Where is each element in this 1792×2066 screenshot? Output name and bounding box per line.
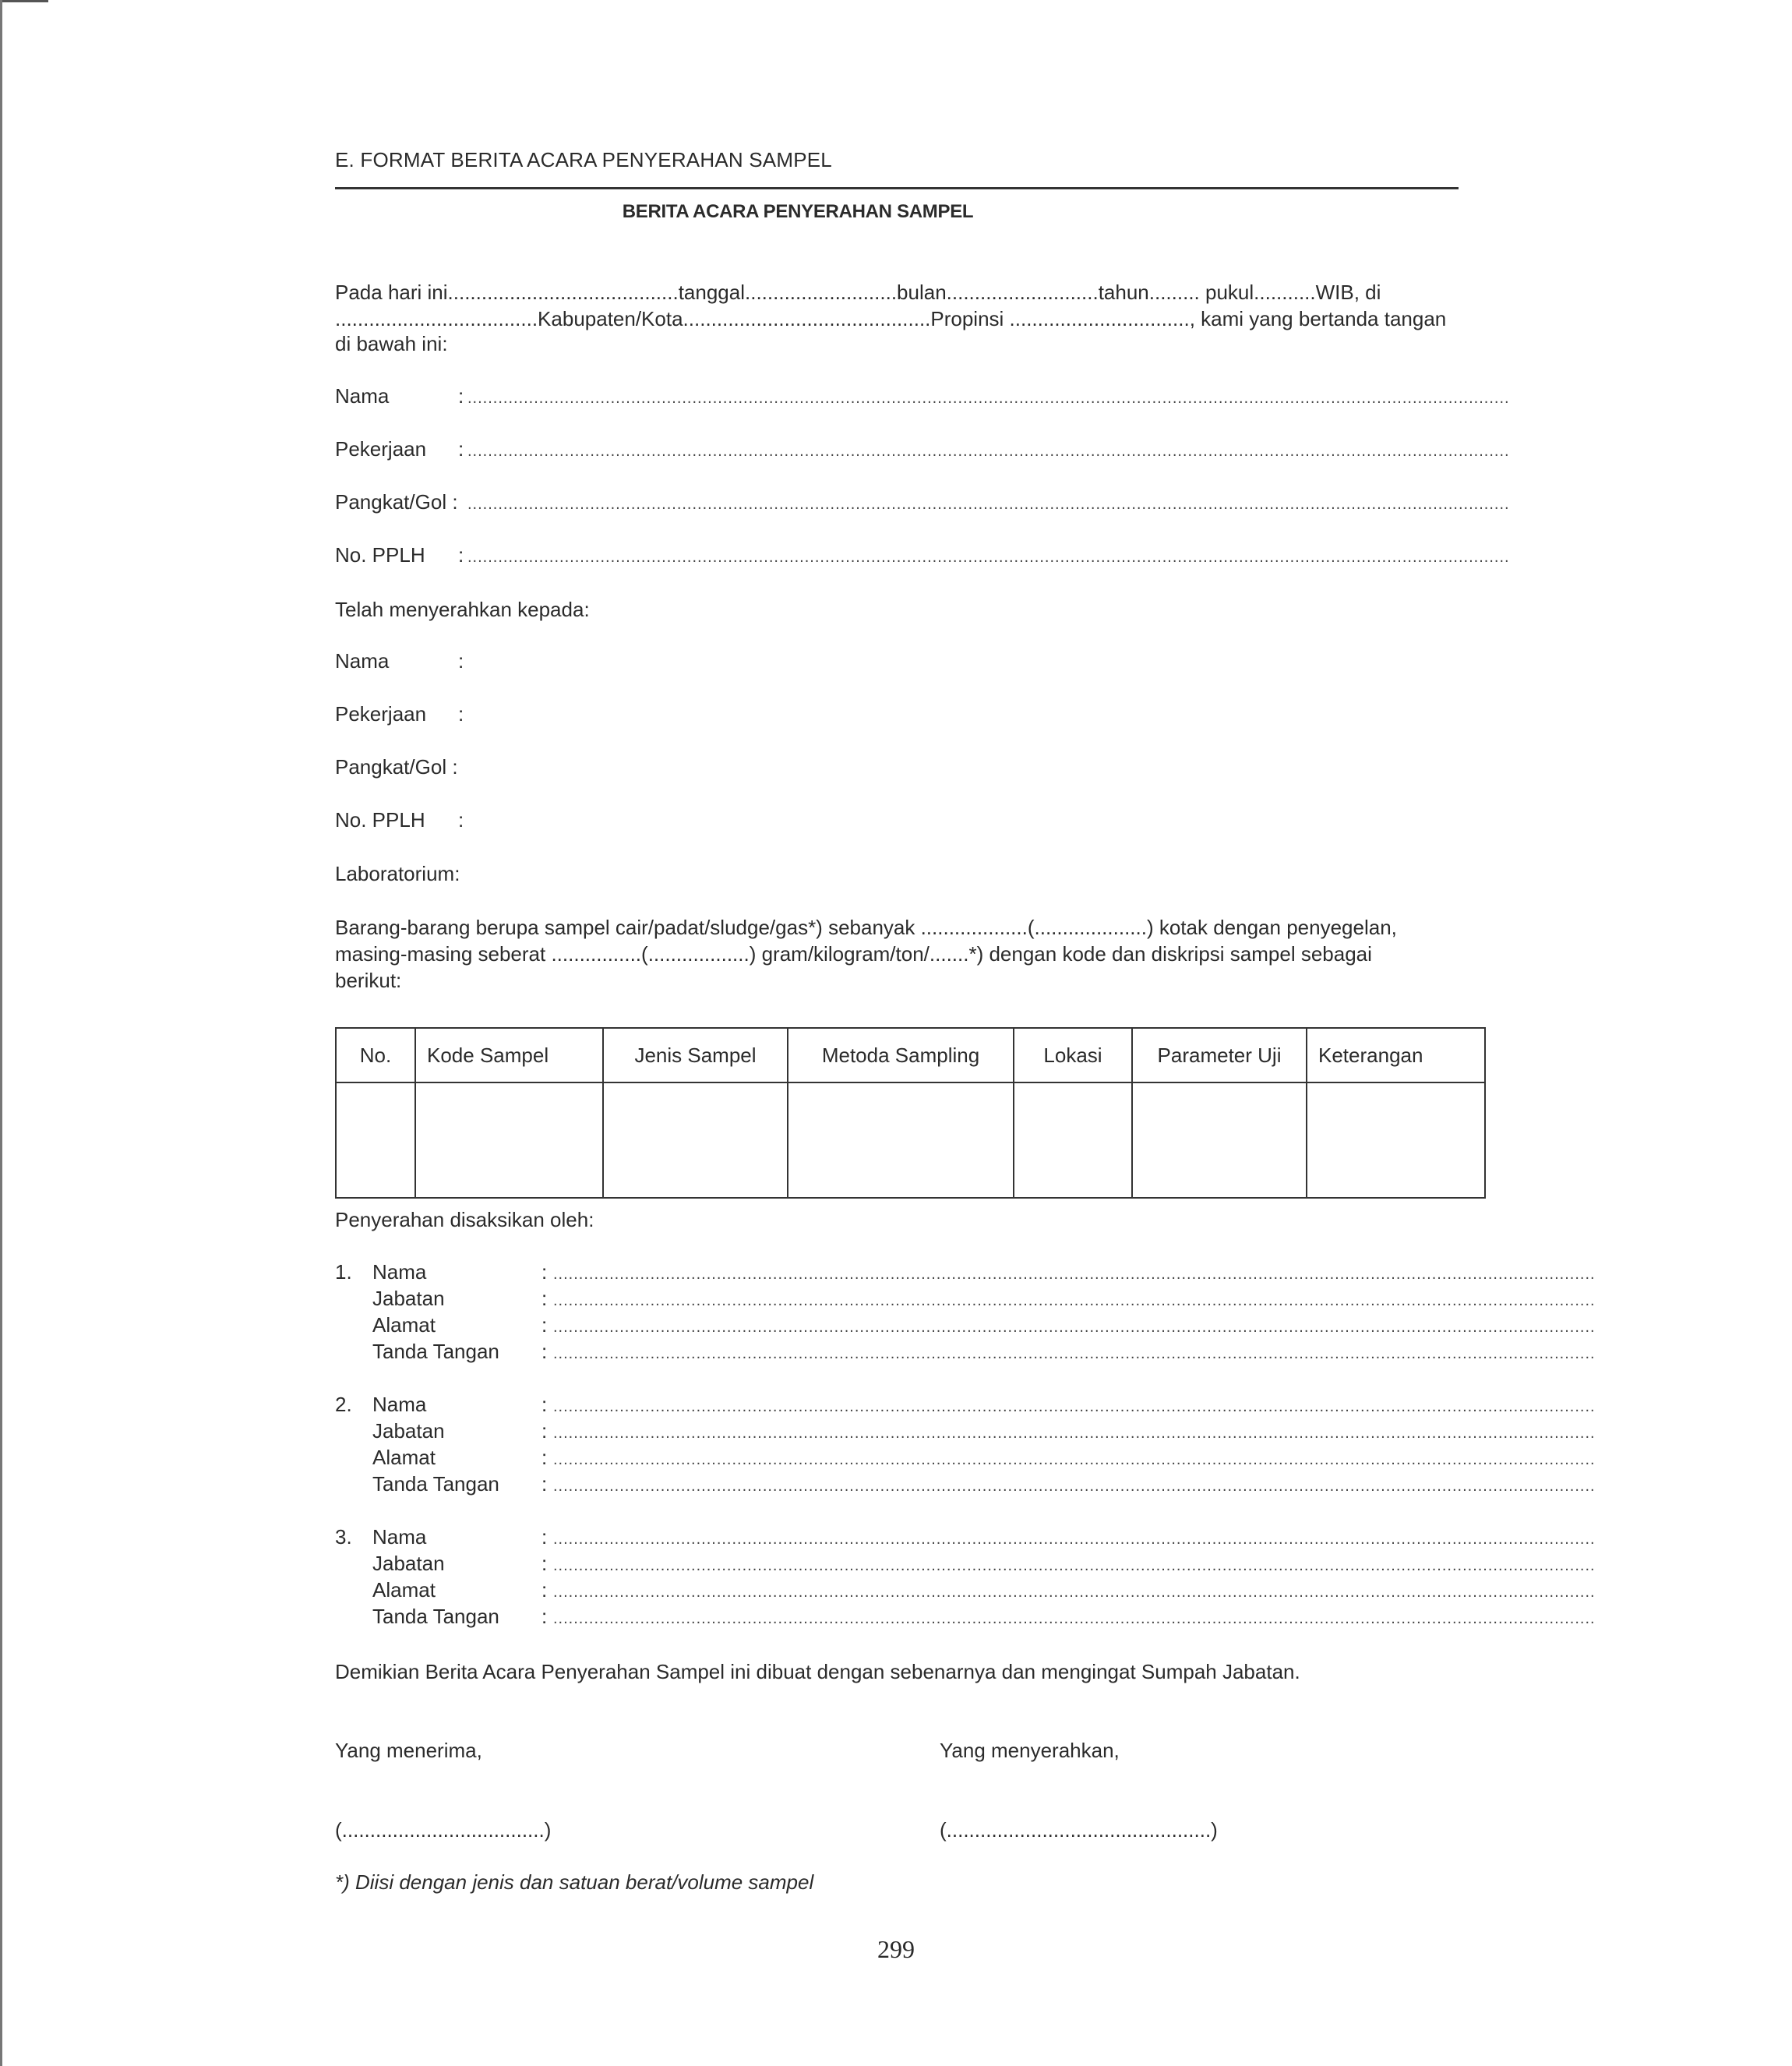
witness-colon: : [541, 1472, 548, 1496]
giver-job-colon: : [458, 437, 464, 461]
goods-line-1: Barang-barang berupa sampel cair/padat/sludge/gas*) sebanyak ...................(....................) kotak dengan penyegelan, [335, 916, 1397, 939]
section-title: E. FORMAT BERITA ACARA PENYERAHAN SAMPEL [335, 148, 832, 171]
witness-colon: : [541, 1605, 548, 1628]
witness-colon: : [541, 1446, 548, 1469]
intro-line-3: di bawah ini: [335, 332, 448, 355]
handed-to-text: Telah menyerahkan kepada: [335, 598, 590, 621]
witness-position-label: Jabatan [372, 1287, 445, 1310]
witness-signature-label: Tanda Tangan [372, 1605, 499, 1628]
witness-colon: : [541, 1552, 548, 1575]
giver-name-colon: : [458, 384, 464, 408]
cell-keterangan[interactable] [1307, 1082, 1485, 1198]
witness-dots: ............................................................................................................................................................................................................ [553, 1292, 1596, 1309]
witness-number: 3. [335, 1525, 352, 1549]
header-kode-sampel: Kode Sampel [415, 1028, 603, 1082]
witness-dots: ............................................................................................................................................................................................................ [553, 1610, 1596, 1627]
witness-colon: : [541, 1287, 548, 1310]
witness-dots: ............................................................................................................................................................................................................ [553, 1266, 1596, 1283]
witness-colon: : [541, 1419, 548, 1443]
witness-colon: : [541, 1525, 548, 1549]
page-number: 299 [877, 1935, 915, 1963]
header-no: No. [336, 1028, 415, 1082]
witness-dots: ............................................................................................................................................................................................................ [553, 1398, 1596, 1415]
witness-colon: : [541, 1340, 548, 1363]
footnote: *) Diisi dengan jenis dan satuan berat/volume sampel [335, 1870, 814, 1894]
witness-number: 1. [335, 1260, 352, 1284]
witness-colon: : [541, 1313, 548, 1337]
scan-edge-left [0, 0, 2, 2066]
giver-rank-dots: ............................................................................................................................................................................................................ [467, 496, 1510, 513]
receiver-rank-label: Pangkat/Gol : [335, 755, 458, 779]
giver-pplh-label: No. PPLH [335, 543, 425, 567]
giver-signature-line: (...............................................) [940, 1818, 1218, 1842]
witness-signature-label: Tanda Tangan [372, 1472, 499, 1496]
witness-dots: ............................................................................................................................................................................................................ [553, 1478, 1596, 1495]
witness-colon: : [541, 1578, 548, 1602]
header-jenis-sampel: Jenis Sampel [603, 1028, 788, 1082]
witness-address-label: Alamat [372, 1578, 436, 1602]
witness-dots: ............................................................................................................................................................................................................ [553, 1584, 1596, 1601]
header-metoda-sampling: Metoda Sampling [788, 1028, 1014, 1082]
document-title: BERITA ACARA PENYERAHAN SAMPEL [622, 201, 974, 222]
witness-dots: ............................................................................................................................................................................................................ [553, 1451, 1596, 1468]
witness-colon: : [541, 1393, 548, 1416]
giver-job-dots: ............................................................................................................................................................................................................ [467, 443, 1510, 460]
laboratory-label: Laboratorium: [335, 862, 460, 885]
giver-pplh-dots: ............................................................................................................................................................................................................ [467, 549, 1510, 566]
witness-position-label: Jabatan [372, 1419, 445, 1443]
title-rule [335, 187, 1459, 189]
witness-name-label: Nama [372, 1525, 427, 1549]
scan-edge-top [0, 0, 48, 2]
goods-line-2: masing-masing seberat ................(..................) gram/kilogram/ton/.......*) dengan kode dan diskripsi sampel sebagai [335, 942, 1372, 966]
giver-name-dots: ............................................................................................................................................................................................................ [467, 390, 1510, 407]
header-parameter-uji: Parameter Uji [1132, 1028, 1307, 1082]
receiver-signature-line: (....................................) [335, 1818, 552, 1842]
intro-line-2: ....................................Kabupaten/Kota............................................Propinsi ................................, kami yang bertanda tangan [335, 307, 1447, 330]
witness-name-label: Nama [372, 1393, 427, 1416]
receiver-signature-label: Yang menerima, [335, 1739, 482, 1762]
witness-dots: ............................................................................................................................................................................................................ [553, 1345, 1596, 1362]
witnessed-by-text: Penyerahan disaksikan oleh: [335, 1208, 594, 1231]
witness-dots: ............................................................................................................................................................................................................ [553, 1531, 1596, 1548]
receiver-job-label: Pekerjaan [335, 702, 427, 726]
cell-kode-sampel[interactable] [415, 1082, 603, 1198]
closing-statement: Demikian Berita Acara Penyerahan Sampel ini dibuat dengan sebenarnya dan mengingat Sumpah Jabatan. [335, 1660, 1300, 1683]
witness-name-label: Nama [372, 1260, 427, 1284]
giver-signature-label: Yang menyerahkan, [940, 1739, 1120, 1762]
cell-no[interactable] [336, 1082, 415, 1198]
sample-table [335, 1027, 1486, 1199]
giver-pplh-colon: : [458, 543, 464, 567]
giver-rank-label: Pangkat/Gol : [335, 490, 458, 514]
witness-number: 2. [335, 1393, 352, 1416]
header-keterangan: Keterangan [1307, 1028, 1485, 1082]
goods-line-3: berikut: [335, 969, 402, 992]
witness-dots: ............................................................................................................................................................................................................ [553, 1425, 1596, 1442]
table-header-row [336, 1028, 1485, 1082]
cell-lokasi[interactable] [1014, 1082, 1132, 1198]
receiver-job-colon: : [458, 702, 464, 726]
witness-dots: ............................................................................................................................................................................................................ [553, 1319, 1596, 1336]
witness-colon: : [541, 1260, 548, 1284]
receiver-name-label: Nama [335, 649, 390, 673]
witness-signature-label: Tanda Tangan [372, 1340, 499, 1363]
receiver-pplh-label: No. PPLH [335, 808, 425, 832]
giver-job-label: Pekerjaan [335, 437, 427, 461]
cell-jenis-sampel[interactable] [603, 1082, 788, 1198]
header-lokasi: Lokasi [1014, 1028, 1132, 1082]
table-row [336, 1082, 1485, 1198]
witness-address-label: Alamat [372, 1313, 436, 1337]
giver-name-label: Nama [335, 384, 390, 408]
cell-parameter-uji[interactable] [1132, 1082, 1307, 1198]
witness-address-label: Alamat [372, 1446, 436, 1469]
witness-position-label: Jabatan [372, 1552, 445, 1575]
receiver-name-colon: : [458, 649, 464, 673]
intro-line-1: Pada hari ini.........................................tanggal...........................bulan...........................tahun......... pukul...........WIB, di [335, 281, 1381, 304]
receiver-pplh-colon: : [458, 808, 464, 832]
cell-metoda-sampling[interactable] [788, 1082, 1014, 1198]
witness-dots: ............................................................................................................................................................................................................ [553, 1557, 1596, 1574]
